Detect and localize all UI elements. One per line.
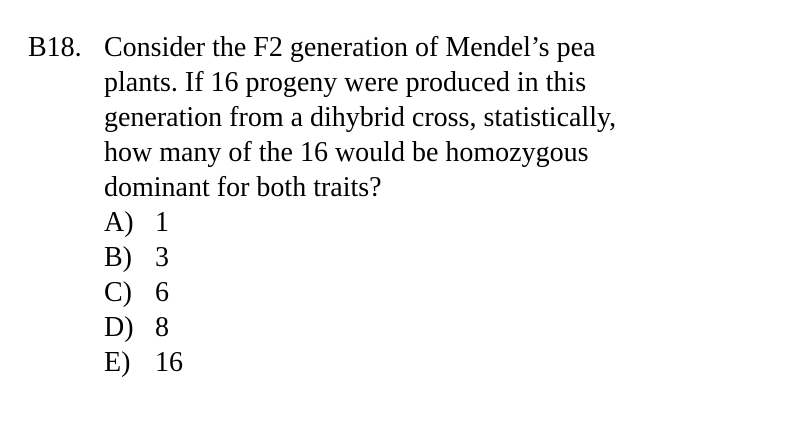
choice-value: 3 — [155, 242, 169, 273]
question-text-line: Consider the F2 generation of Mendel’s pea — [104, 32, 596, 63]
choice-letter: E) — [104, 347, 131, 378]
choice-letter: A) — [104, 207, 134, 238]
choice-letter: D) — [104, 312, 134, 343]
question-text — [104, 30, 704, 205]
question-text-line: dominant for both traits? — [104, 172, 382, 203]
choice-value: 16 — [155, 347, 183, 378]
choice-value: 8 — [155, 312, 169, 343]
question-number: B18. — [28, 32, 82, 63]
choice-letter: C) — [104, 277, 132, 308]
choice-letter: B) — [104, 242, 132, 273]
choice-value: 6 — [155, 277, 169, 308]
choice-value: 1 — [155, 207, 169, 238]
question-text-line: plants. If 16 progeny were produced in this — [104, 67, 587, 98]
question-text-line: generation from a dihybrid cross, statistically, — [104, 102, 617, 133]
question-text-line: how many of the 16 would be homozygous — [104, 137, 589, 168]
